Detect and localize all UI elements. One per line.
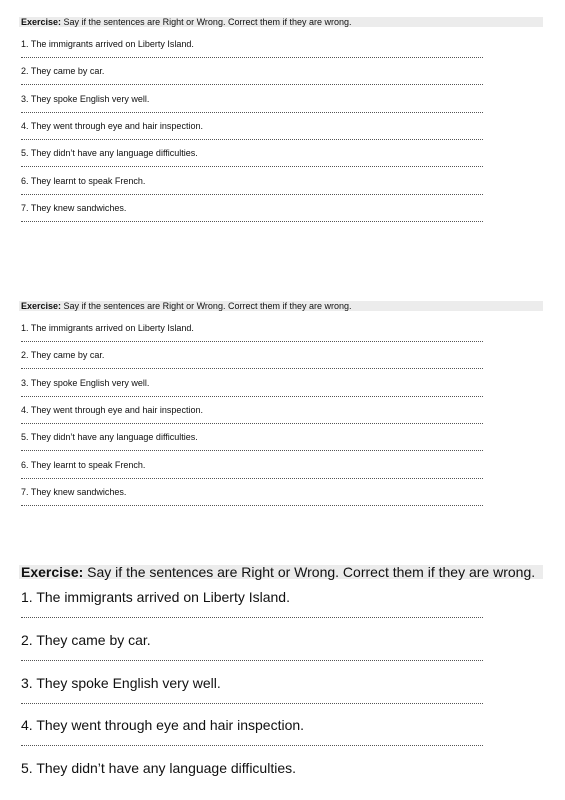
- exercise-instruction-text: Say if the sentences are Right or Wrong. Correct them if they are wrong.: [61, 301, 352, 311]
- answer-line-3[interactable]: [21, 396, 483, 397]
- sentence-2: 2. They came by car.: [21, 66, 105, 76]
- answer-line-3[interactable]: [21, 703, 483, 704]
- answer-line-1[interactable]: [21, 617, 483, 618]
- sentence-7: 7. They knew sandwiches.: [21, 203, 127, 213]
- sentence-1: 1. The immigrants arrived on Liberty Island.: [21, 323, 194, 333]
- answer-line-4[interactable]: [21, 423, 483, 424]
- sentence-7: 7. They knew sandwiches.: [21, 487, 127, 497]
- exercise-instructions: [21, 564, 535, 580]
- answer-line-4[interactable]: [21, 745, 483, 746]
- sentence-6: 6. They learnt to speak French.: [21, 176, 146, 186]
- answer-line-5[interactable]: [21, 166, 483, 167]
- sentence-3: 3. They spoke English very well.: [21, 94, 150, 104]
- exercise-label: Exercise:: [21, 564, 84, 580]
- exercise-instructions: [21, 17, 352, 27]
- sentence-4: 4. They went through eye and hair inspection.: [21, 121, 203, 131]
- answer-line-5[interactable]: [21, 450, 483, 451]
- sentence-5: 5. They didn’t have any language difficulties.: [21, 148, 198, 158]
- answer-line-6[interactable]: [21, 194, 483, 195]
- answer-line-1[interactable]: [21, 341, 483, 342]
- sentence-3: 3. They spoke English very well.: [21, 378, 150, 388]
- exercise-label: Exercise:: [21, 17, 62, 27]
- sentence-1: 1. The immigrants arrived on Liberty Island.: [21, 39, 194, 49]
- answer-line-2[interactable]: [21, 368, 483, 369]
- answer-line-4[interactable]: [21, 139, 483, 140]
- exercise-instruction-text: Say if the sentences are Right or Wrong. Correct them if they are wrong.: [83, 564, 536, 580]
- sentence-4: 4. They went through eye and hair inspection.: [21, 405, 203, 415]
- sentence-4: 4. They went through eye and hair inspection.: [21, 717, 305, 733]
- answer-line-2[interactable]: [21, 84, 483, 85]
- sentence-1: 1. The immigrants arrived on Liberty Island.: [21, 589, 290, 605]
- exercise-label: Exercise:: [21, 301, 62, 311]
- sentence-6: 6. They learnt to speak French.: [21, 460, 146, 470]
- sentence-3: 3. They spoke English very well.: [21, 675, 221, 691]
- answer-line-7[interactable]: [21, 505, 483, 506]
- sentence-5: 5. They didn’t have any language difficulties.: [21, 432, 198, 442]
- exercise-instruction-text: Say if the sentences are Right or Wrong. Correct them if they are wrong.: [61, 17, 352, 27]
- sentence-5: 5. They didn’t have any language difficulties.: [21, 760, 297, 776]
- answer-line-2[interactable]: [21, 660, 483, 661]
- sentence-2: 2. They came by car.: [21, 350, 105, 360]
- sentence-2: 2. They came by car.: [21, 632, 151, 648]
- exercise-instructions: [21, 301, 352, 311]
- answer-line-7[interactable]: [21, 221, 483, 222]
- answer-line-3[interactable]: [21, 112, 483, 113]
- answer-line-1[interactable]: [21, 57, 483, 58]
- answer-line-6[interactable]: [21, 478, 483, 479]
